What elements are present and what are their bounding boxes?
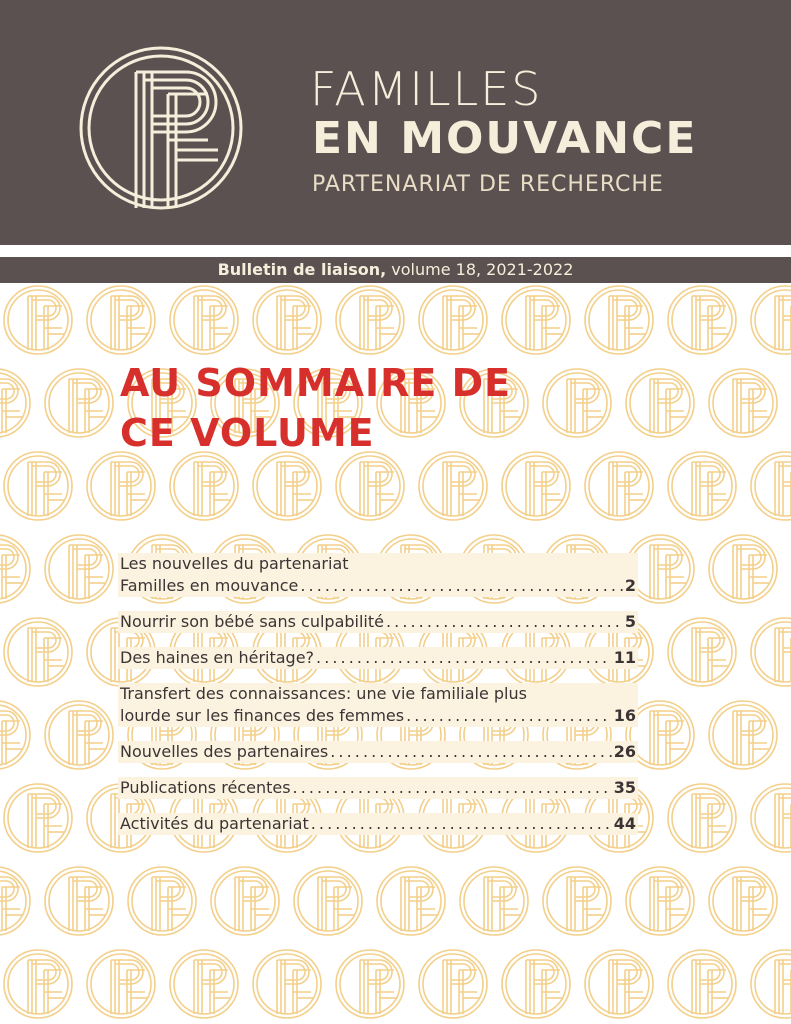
toc-leader-dots (311, 813, 612, 835)
header-banner (0, 0, 791, 245)
toc-entry[interactable] (118, 611, 638, 633)
fm-logo-icon (78, 30, 244, 226)
toc-entry[interactable] (118, 777, 638, 799)
title-line-2: EN MOUVANCE (312, 113, 698, 164)
toc-entry-title: Familles en mouvance (120, 576, 299, 595)
toc-entry-title: Publications récentes (120, 778, 291, 797)
toc-page-number: 16 (613, 706, 636, 725)
toc-leader-dots (293, 777, 612, 799)
toc-heading-line-1: AU SOMMAIRE DE (120, 361, 512, 405)
toc-entry-title: Nouvelles des partenaires (120, 742, 329, 761)
toc-page-number: 26 (613, 742, 636, 761)
table-of-contents (118, 553, 638, 849)
toc-page-number: 5 (624, 612, 636, 631)
header-divider (0, 245, 791, 257)
toc-entry[interactable] (118, 813, 638, 835)
toc-page-number: 35 (613, 778, 636, 797)
toc-entry-title: Nourrir son bébé sans culpabilité (120, 612, 384, 631)
toc-entry-title: Des haines en héritage? (120, 648, 315, 667)
toc-heading-line-2: CE VOLUME (120, 411, 375, 455)
title-line-1: FAMILLES (310, 62, 543, 116)
toc-entry[interactable] (118, 683, 638, 727)
toc-page-number: 44 (613, 814, 636, 833)
bulletin-label: Bulletin de liaison, (217, 260, 387, 279)
toc-leader-dots (406, 705, 612, 727)
toc-entry-title-line1: Les nouvelles du partenariat (118, 553, 638, 575)
bulletin-detail: volume 18, 2021-2022 (386, 260, 574, 279)
toc-entry[interactable] (118, 647, 638, 669)
bulletin-bar (0, 257, 791, 283)
toc-leader-dots (386, 611, 623, 633)
toc-entry-title: Activités du partenariat (120, 814, 309, 833)
toc-entry-title: lourde sur les finances des femmes (120, 706, 405, 725)
toc-page-number: 2 (624, 576, 636, 595)
toc-leader-dots (316, 647, 612, 669)
toc-entry[interactable] (118, 741, 638, 763)
toc-heading (120, 358, 680, 458)
toc-entry[interactable] (118, 553, 638, 597)
toc-page-number: 11 (613, 648, 636, 667)
toc-entry-title-line1: Transfert des connaissances: une vie familiale plus (118, 683, 638, 705)
subtitle: PARTENARIAT DE RECHERCHE (312, 172, 664, 197)
toc-leader-dots (300, 575, 622, 597)
toc-leader-dots (330, 741, 611, 763)
